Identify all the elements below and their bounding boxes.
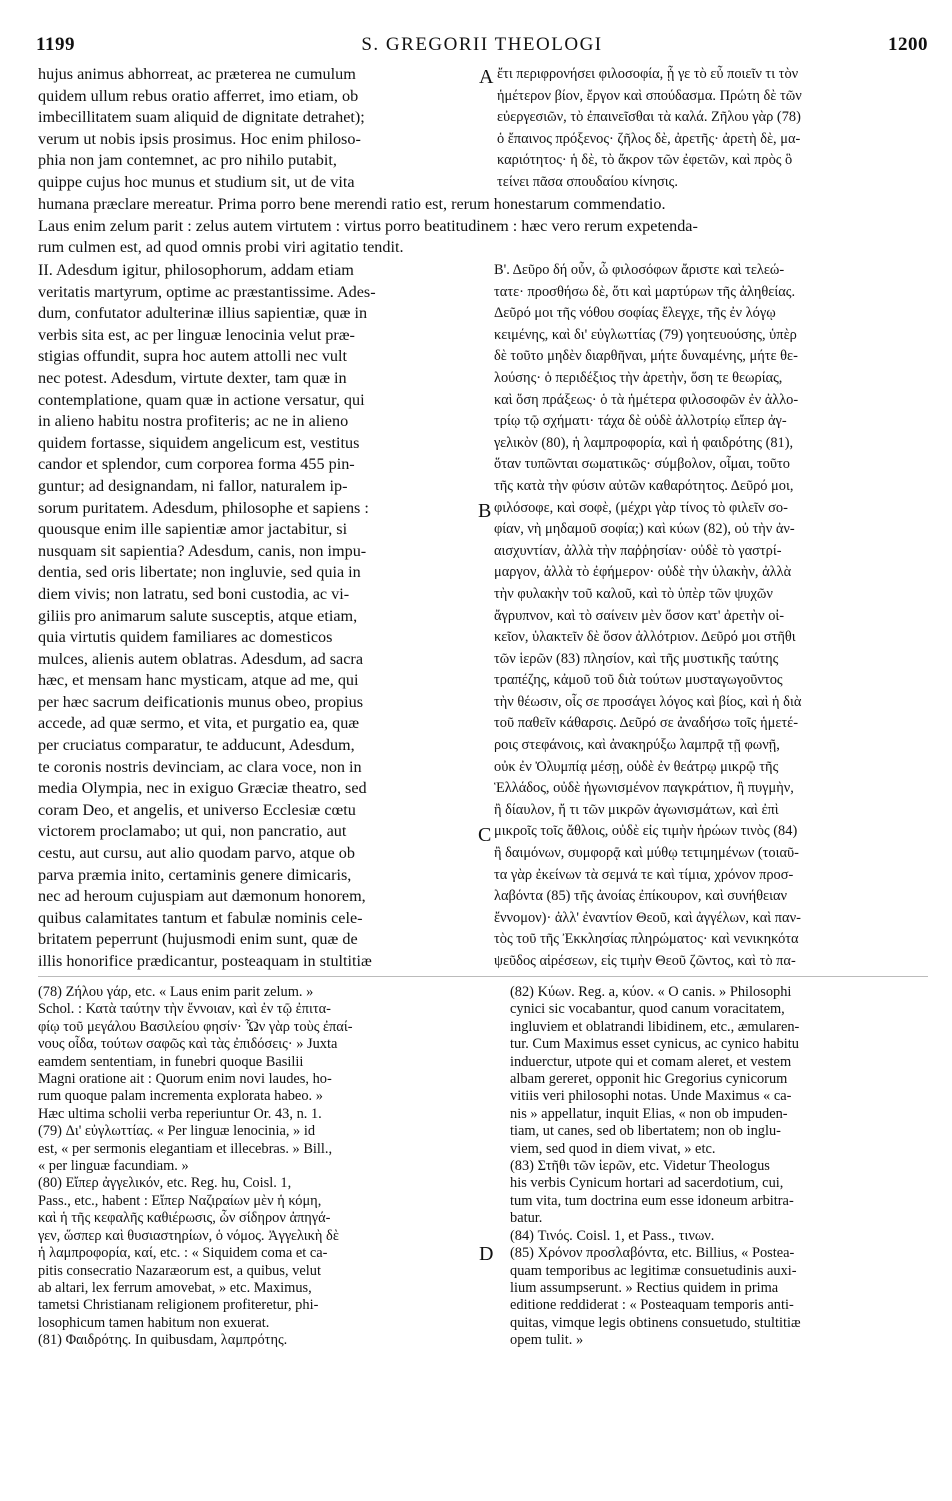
greek-column-section-2: Β'. Δεῦρο δή οὖν, ὦ φιλοσόφων ἄριστε καὶ τελεώ- τατε· προσθήσω δὲ, ὅτι καὶ μαρτύρων τῆς ἀληθείας. Δεῦρό μοι τῆς νόθου σοφίας ἔλεγχε, τῆς ἐν λόγῳ κειμένης, καὶ δι' εὐγλωττίας (79) γοητευούσης, ὑπὲρ δὲ τοῦτο μηδὲν διαρθῆναι, μήτε δυναμένης, μήτε θε- λούσης· ὁ περιδέξιος τὴν ἀρετὴν, ὅση τε θεωρίας, καὶ ὅση πράξεως· ὁ τὰ ἡμέτερα φιλοσοφῶν ἐν ἀλλο- τρίῳ τῷ σχήματι· τάχα δὲ οὐδὲ ἀλλοτρίῳ εἴπερ ἀγ- γελικὸν (80), ἡ λαμπροφορία, καὶ ἡ φαιδρότης (81), ὅταν τυπῶνται σωματικῶς· σύμβολον, οἶμαι, τοῦτο τῆς κατὰ τὴν φύσιν αὐτῶν καθαρότητος. Δεῦρό μοι, φιλόσοφε, καὶ σοφὲ, (μέχρι γὰρ τίνος τὸ φιλεῖν σο- φίαν, νὴ μηδαμοῦ σοφία;) καὶ κύων (82), οὐ τὴν ἀν- αισχυντίαν, ἀλλὰ τὴν παῤῥησίαν· οὐδὲ τὸ γαστρί- μαργον, ἀλλὰ τὸ ἐφήμερον· οὐδὲ τὴν ὑλακὴν, ἀλλὰ τὴν φυλακὴν τοῦ καλοῦ, καὶ τὸ ὑπὲρ τῶν ψυχῶν ἄγρυπνον, καὶ τὸ σαίνειν μὲν ὅσον κατ' ἀρετὴν οἰ- κεῖον, ὑλακτεῖν δὲ ὅσον ἀλλότριον. Δεῦρό μοι στῆθι τῶν ἱερῶν (83) πλησίον, καὶ τῆς μυστικῆς ταύτης τραπέζης, κἀμοῦ τοῦ διὰ τούτων μυσταγωγοῦντος τὴν θέωσιν, οἷς σε προσάγει λόγος καὶ βίος, καὶ ἡ διὰ τοῦ παθεῖν κάθαρσις. Δεῦρό σε ἀναδήσω τοῖς ἡμετέ- ροις στεφάνοις, καὶ ἀνακηρύξω λαμπρᾷ τῇ φωνῇ, οὐκ ἐν Ὀλυμπίᾳ μέσῃ, οὐδὲ ἐν θεάτρῳ μικρῷ τῆς Ἑλλάδος, οὐδὲ ἠγωνισμένον παγκράτιον, ἢ πυγμὴν, ἢ δίαυλον, ἤ τι τῶν μικρῶν ἀγωνισμάτων, καὶ ἐπὶ μικροῖς τοῖς ἄθλοις, οὐδὲ εἰς τιμὴν ἡρώων τινὸς (84) ἢ δαιμόνων, συμφορᾷ καὶ μύθῳ τετιμημένων (τοιαῦ- τα γὰρ ἐκείνων τὰ σεμνά τε καὶ τίμια, χρόνον προσ- λαβόντα (85) τῆς ἀνοίας ἐπίκουρον, καὶ συνήθειαν ἔννομον)· ἀλλ' ἐναντίον Θεοῦ, καὶ ἀγγέλων, καὶ παν- τὸς τοῦ τῆς Ἐκκλησίας πληρώματος· καὶ νενικηκότα ψεῦδος αἱρέσεων, εἰς τιμὴν Θεοῦ ζῶντος, καὶ τὸ πα- (494, 262, 802, 969)
greek-column-intro: ἔτι περιφρονήσει φιλοσοφία, ᾗ γε τὸ εὖ ποιεῖν τι τὸν ἡμέτερον βίον, ἔργον καὶ σπούδασμα. Πρώτη δὲ τῶν εὐεργεσιῶν, τὸ ἐπαινεῖσθαι τὰ καλά. Ζῆλου γὰρ (78) ὁ ἔπαινος πρόξενος· ζῆλος δὲ, ἀρετῆς· ἀρετὴ δὲ, μα- καριότητος· ἡ δὲ, τὸ ἄκρον τῶν ἐφετῶν, καὶ πρὸς ὃ τείνει πᾶσα σπουδαίου κίνησις. (497, 66, 802, 190)
latin-full-width-paragraph: humana præclare mereatur. Prima porro bene merendi ratio est, rerum honestarum commendatio. Laus enim zelum parit : zelus autem virtutem : virtus porro beatitudinem : hæc vero rerum expetenda- rum culmen est, ad quod omnis probi viri agitatio tendit. (38, 195, 698, 257)
latin-column-section-2: II. Adesdum igitur, philosophorum, addam etiam veritatis martyrum, optime ac præstantissime. Ades- dum, confutator adulterinæ illius sapientiæ, quæ in verbis sita est, ac per linguæ lenocinia velut præ- stigias offundit, supra hoc autem attolli nec vult nec potest. Adesdum, virtute dexter, tam quæ in contemplatione, quam quæ in actione versatur, qui in alieno habitu nostra profiteris; ac ne in alieno quidem fortasse, siquidem angelicum est, vestitus candor et splendor, cum corporea forma 455 pin- guntur; ad designandam, ni fallor, naturalem ip- sorum puritatem. Adesdum, philosophe et sapiens : quousque enim ille sapientiæ amor jactabitur, si nusquam sit sapientia? Adesdum, canis, non impu- dentia, sed oris libertate; non ingluvie, sed quia in diem vivis; non latratu, sed boni custodia, ac vi- giliis pro animarum salute susceptis, atque etiam, quia virtutis quidem familiares ac domesticos mulces, alienis autem oblatras. Adesdum, ad sacra hæc, et mensam hanc mysticam, atque ad me, qui per hæc sacrum deificationis munus obeo, propius accede, ad quæ sermo, et vita, et purgatio ea, quæ per cruciatus comparatur, te adducunt, Adesdum, te coronis nostris devinciam, ac clara voce, non in media Olympia, nec in exiguo Græciæ theatro, sed coram Deo, et angelis, et universo Ecclesiæ cœtu victorem proclamabo; ut qui, non pancratio, aut cestu, aut cursu, aut alio quodam parvo, atque ob parva præmia inito, certaminis genere dimicaris, nec ad heroum cujuspiam aut dæmonum honorem, quibus calamitates tantum et fabulæ nominis cele- britatem peperrunt (hujusmodi enim sunt, quæ de illis honorifice prædicantur, posteaquam in stultitiæ (38, 261, 376, 970)
footnotes-right: (82) Κύων. Reg. a, κύον. « O canis. » Philosophi cynici sic vocabantur, quod canum voracitatem, ingluviem et oblatrandi libidinem, etc., æmularen- tur. Cum Maximus esset cynicus, ac cynico habitu induerctur, utpote qui et comam aleret, et vestem albam gereret, opponit hic Gregorius cynicorum vitiis veri philosophi notas. Unde Maximus « ca- nis » appellatur, inquit Elias, « non ob impuden- tiam, ut canes, sed ob libertatem; non ob inglu- viem, sed quod in diem vivat, » etc. (83) Στῆθι τῶν ἱερῶν, etc. Videtur Theologus his verbis Cynicum hortari ad sacerdotium, cui, tum vita, tum doctrina eum esse idoneum arbitra- batur. (84) Τινός. Coisl. 1, et Pass., τινων. (85) Χρόνον προσλαβόντα, etc. Billius, « Postea- quam temporibus ac legitimæ consuetudinis auxi- lium assumpserunt. » Rectius quidem in prima editione reddiderat : « Posteaquam temporis anti- quitas, vimque legis obtinens consuetudo, stultitiæ opem tulit. » (510, 984, 801, 1349)
left-page-number: 1199 (36, 34, 75, 55)
latin-column-intro: hujus animus abhorreat, ac præterea ne cumulum quidem ullum rebus oratio afferret, imo etiam, ob imbecillitatem suam aliquid de dignitate detrahet); verum ut nobis ipsis prosimus. Hoc enim philoso- phia non jam contemnet, ac pro nihilo putabit, quippe cujus hoc munus et studium sit, ut de vita (38, 65, 365, 191)
footnotes-left: (78) Ζήλου γάρ, etc. « Laus enim parit zelum. » Schol. : Κατὰ ταύτην τὴν ἔννοιαν, καὶ ἐν τῷ ἐπιτα- φίῳ τοῦ μεγάλου Βασιλείου φησίν· Ὧν γὰρ τοὺς ἐπαί- νους οἶδα, τούτων σαφῶς καὶ τὰς ἐπιδόσεις· » Juxta eamdem sententiam, in funebri quoque Basilii Magni oratione ait : Quorum enim novi laudes, ho- rum quoque palam incrementa explorata habeo. » Hæc ultima scholii verba reperiuntur Or. 43, n. 1. (79) Δι' εὐγλωττίας. « Per linguæ lenocinia, » id est, « per sermonis elegantiam et illecebras. » Bill., « per linguæ facundiam. » (80) Εἴπερ ἀγγελικόν, etc. Reg. hu, Coisl. 1, Pass., etc., habent : Εἴπερ Ναζιραίων μὲν ἡ κόμη, καὶ ἡ τῆς κεφαλῆς καθιέρωσις, ὧν σίδηρον ἀπηγά- γεν, ὥσπερ καὶ θυσιαστηρίων, ὁ νόμος. Ἀγγελικὴ δὲ ἡ λαμπροφορία, καί, etc. : « Siquidem coma et ca- pitis consecratio Nazaræorum est, a quibus, velut ab altari, lex ferrum amovebat, » etc. Maximus, tametsi Christianam religionem profiteretur, phi- losophicum tamen habitum non exuerat. (81) Φαιδρότης. In quibusdam, λαμπρότης. (38, 984, 353, 1349)
footnote-divider (38, 976, 928, 977)
margin-marker-c: C (478, 824, 492, 846)
right-page-number: 1200 (888, 34, 928, 55)
page-title: S. GREGORII THEOLOGI (361, 34, 603, 55)
margin-marker-d: D (479, 1243, 494, 1265)
running-header (36, 34, 928, 58)
margin-marker-a: A (479, 66, 494, 88)
margin-marker-b: B (478, 500, 492, 522)
